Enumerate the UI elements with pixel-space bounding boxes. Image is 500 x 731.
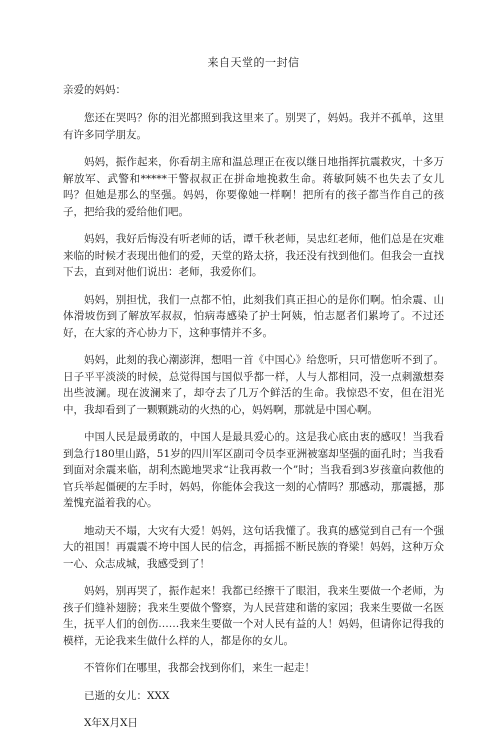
paragraph-9: 不管你们在哪里，我都会找到你们，来生一起走！: [84, 662, 315, 674]
paragraph-3: 妈妈，我好后悔没有听老师的话，谭千秋老师，吴忠红老师，他们总是在灾难来临的时候才表现出他们的爱，天堂的路太挤，我还没有找到他们。但我会一直找下去，直到对他们说出：老师，我爱你们。: [63, 233, 444, 278]
paragraph-7: 地动天不塌，大灾有大爱！妈妈，这句话我懂了。我真的感觉到自己有一个强大的祖国！再震震不垮中国人民的信念，再摇摇不断民族的脊梁！妈妈，这种万众一心、众志成城，我感受到了！: [63, 524, 444, 570]
greeting: 亲爱的妈妈：: [63, 84, 126, 96]
page-title: 来自天堂的一封信: [207, 56, 300, 69]
paragraph-5: 妈妈，此刻的我心潮澎湃，想唱一首《中国心》给您听，只可惜您听不到了。日子平平淡淡的时候，总觉得国与国似乎都一样，人与人都相同，没一点刺激想奏出些波澜。现在波澜来了，却夺去了几万个鲜活的生命。我惊恐不安，但在泪光中，我却看到了一颗颗跳动的火热的心，妈妈啊，那就是中国心啊。: [63, 354, 444, 416]
paragraph-8: 妈妈，别再哭了，振作起来！我都已经擦干了眼泪，我来生要做一个老师，为孩子们缝补翅膀；我来生要做个警察，为人民营建和谐的家园；我来生要做一名医生，抚平人们的创伤……我来生要做一个对人民有益的人！妈妈，但请你记得我的模样，无论我来生做什么样的人，都是你的女儿。: [63, 585, 444, 647]
paragraph-1: 您还在哭吗？你的泪光都照到我这里来了。别哭了，妈妈。我并不孤单，这里有许多同学朋友。: [63, 112, 444, 141]
paragraph-6: 中国人民是最勇敢的，中国人是最具爱心的。这是我心底由衷的感叹！当我看到急行180里山路，51岁的四川军区副司令员李亚洲被塞却坚强的面孔时；当我看到面对余震来临，胡利杰跪地哭求“让我再救一个”时；当我看到3岁孩童向救他的官兵举起僵硬的左手时，妈妈，你能体会我这一刻的心情吗？那感动，那震撼，那羞愧充溢着我的心。: [63, 431, 444, 509]
letter-date: X年X月X日: [84, 716, 138, 729]
signature: 已逝的女儿：XXX: [84, 689, 170, 702]
paragraph-4: 妈妈，别担忧，我们一点都不怕，此刻我们真正担心的是你们啊。怕余震、山体滑坡伤到了解放军叔叔，怕病毒感染了护士阿姨，怕志愿者们累垮了。不过还好，在大家的齐心协力下，这种事情并不多。: [63, 293, 444, 339]
paragraph-2: 妈妈，振作起来，你看胡主席和温总理正在夜以继日地指挥抗震救灾，十多万解放军、武警和*****干警叔叔正在拼命地挽救生命。蒋敏阿姨不也失去了女儿吗？但她是那么的坚强。妈妈，你要像她一样啊！把所有的孩子都当作自己的孩子，把给我的爱给他们吧。: [63, 156, 444, 218]
